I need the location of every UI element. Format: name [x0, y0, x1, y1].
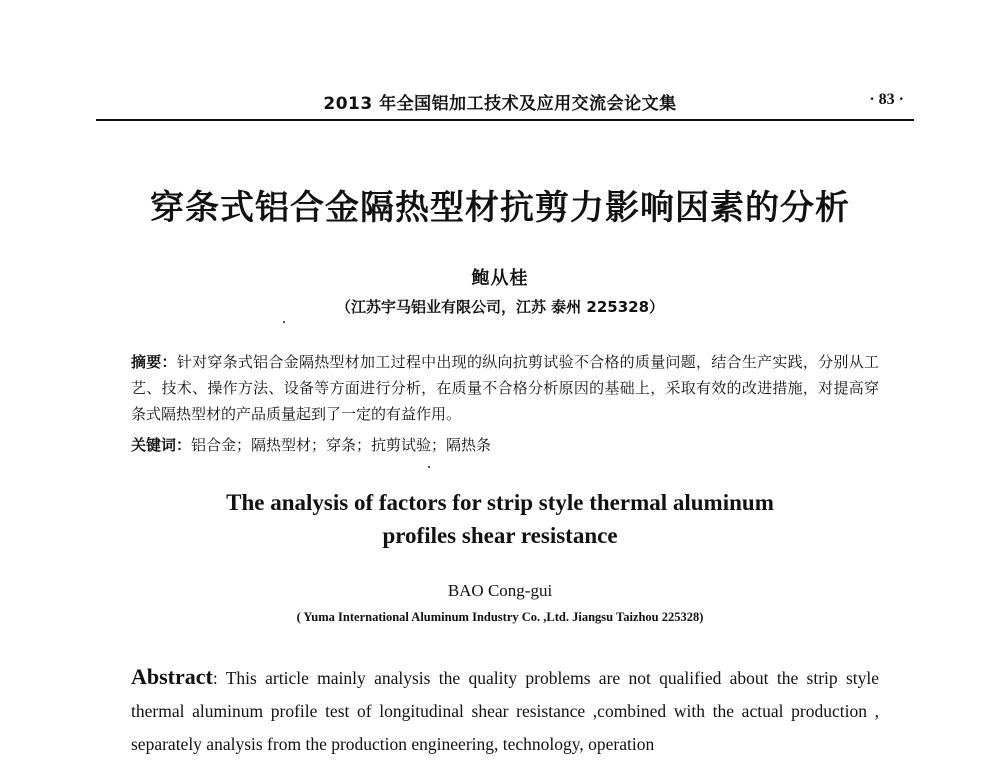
keywords-chinese: [131, 432, 879, 458]
speck-mark: [428, 466, 430, 468]
abstract-english-text: This article mainly analysis the quality problems are not qualified about the strip style thermal aluminum profile test of longitudinal shear resistance ,combined with the actual production , separately analysis from the production engineering, technology, operation: [131, 668, 879, 754]
affiliation-english: ( Yuma International Aluminum Industry Co. ,Ltd. Jiangsu Taizhou 225328): [296, 610, 704, 624]
abstract-english-label: Abstract: [131, 664, 213, 689]
abstract-chinese-label: 摘要：: [131, 353, 177, 371]
speck-mark: [283, 321, 285, 323]
abstract-english: [131, 660, 879, 761]
paper-title-english: [0, 486, 1000, 552]
keywords-chinese-text: 铝合金；隔热型材；穿条；抗剪试验；隔热条: [191, 436, 492, 454]
author-english: BAO Cong-gui: [447, 581, 553, 600]
header-rule: [96, 119, 914, 121]
abstract-english-colon: :: [212, 668, 226, 688]
page-number: · 83 ·: [869, 91, 904, 108]
abstract-chinese: [131, 349, 879, 427]
affiliation-chinese: （江苏宇马铝业有限公司，江苏 泰州 225328）: [335, 298, 665, 316]
author-chinese: 鲍从桂: [471, 268, 529, 289]
abstract-chinese-text: 针对穿条式铝合金隔热型材加工过程中出现的纵向抗剪试验不合格的质量问题，结合生产实践，分别从工艺、技术、操作方法、设备等方面进行分析，在质量不合格分析原因的基础上，采取有效的改进措施，对提高穿条式隔热型材的产品质量起到了一定的有益作用。: [131, 353, 879, 423]
paper-title-english-line2: profiles shear resistance: [382, 523, 618, 548]
keywords-chinese-label: 关键词：: [131, 436, 192, 454]
paper-title-english-line1: The analysis of factors for strip style thermal aluminum: [226, 490, 774, 515]
paper-title-chinese: 穿条式铝合金隔热型材抗剪力影响因素的分析: [150, 188, 850, 228]
running-header-title: 2013 年全国铝加工技术及应用交流会论文集: [323, 94, 677, 114]
